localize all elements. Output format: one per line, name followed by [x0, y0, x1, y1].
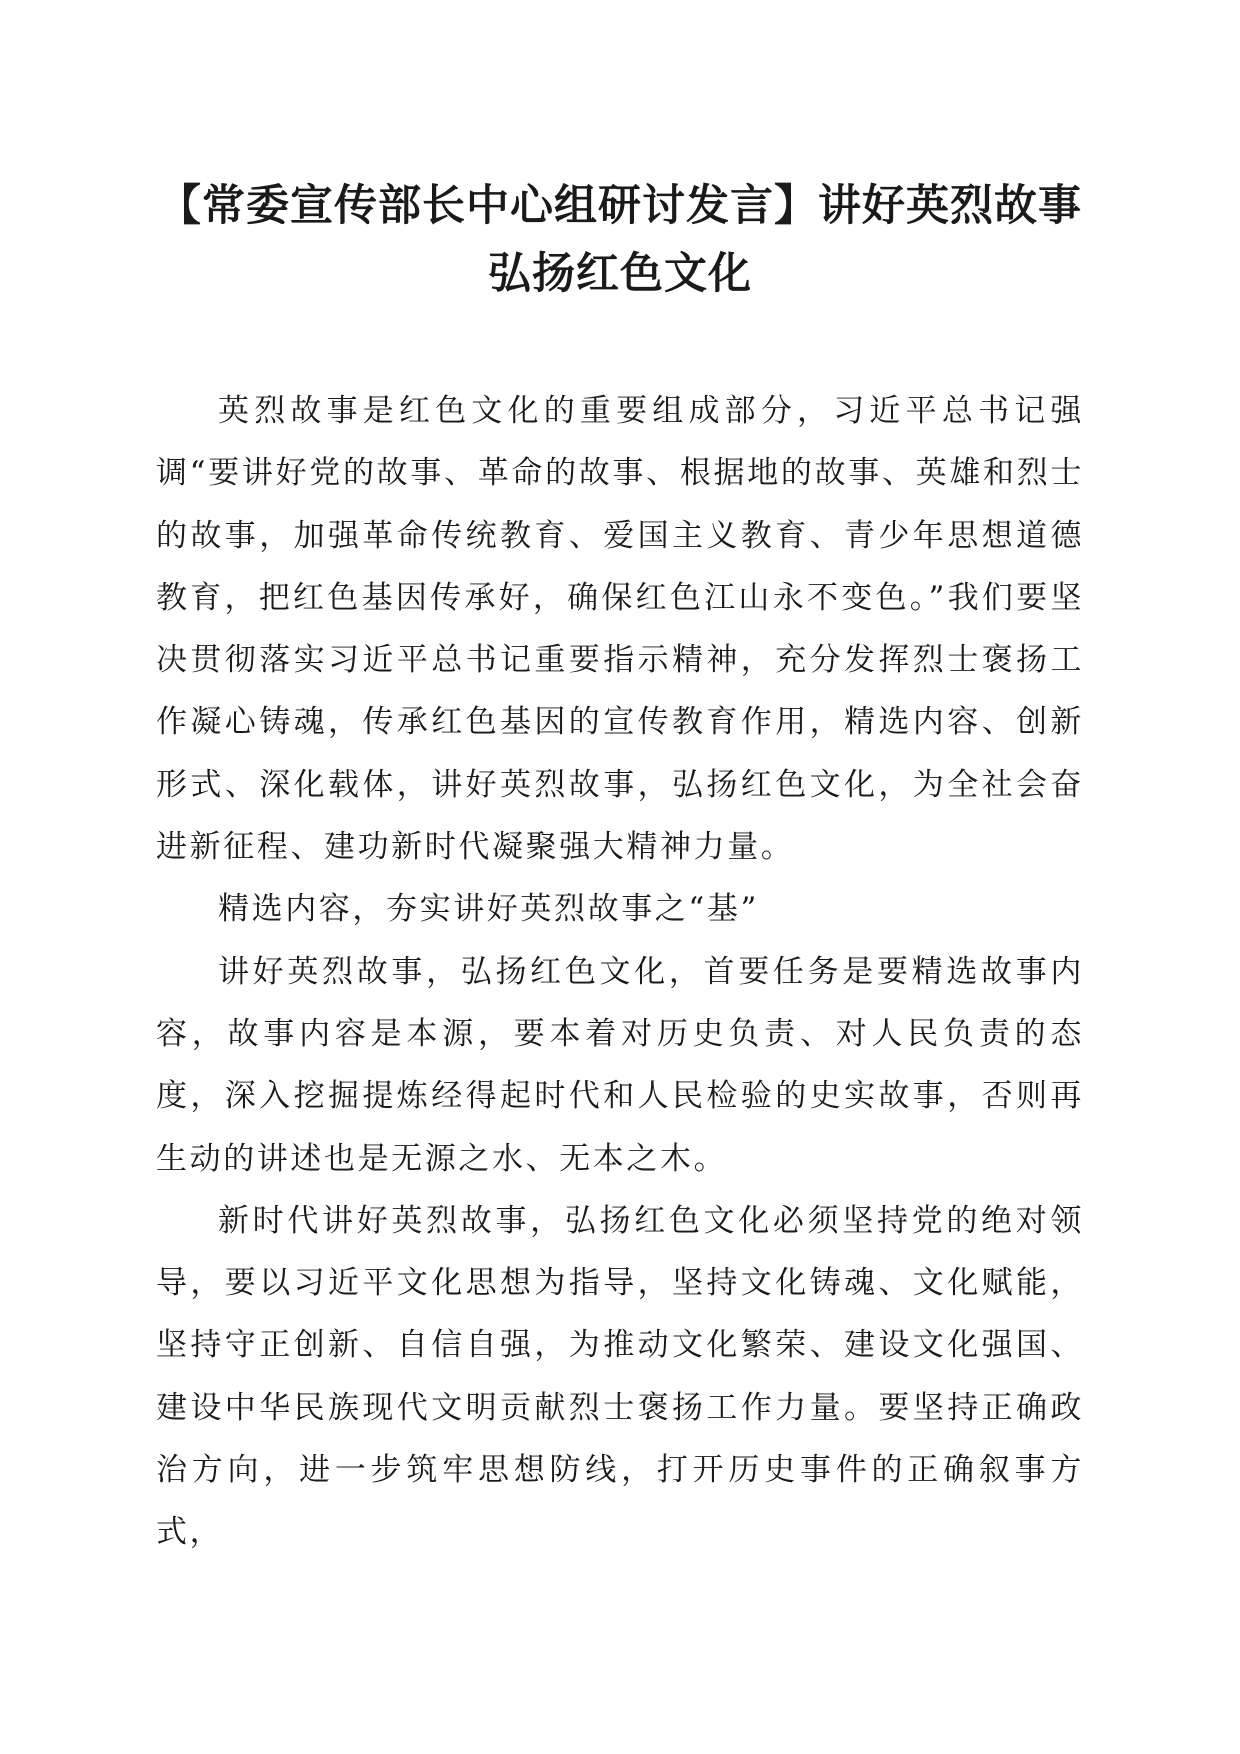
paragraph-intro: 英烈故事是红色文化的重要组成部分，习近平总书记强调“要讲好党的故事、革命的故事、根据地的故事、英雄和烈士的故事，加强革命传统教育、爱国主义教育、青少年思想道德教育，把红色基因传承好，确保红色江山永不变色。”我们要坚决贯彻落实习近平总书记重要指示精神，充分发挥烈士褒扬工作凝心铸魂，传承红色基因的宣传教育作用，精选内容、创新形式、深化载体，讲好英烈故事，弘扬红色文化，为全社会奋进新征程、建功新时代凝聚强大精神力量。: [156, 393, 1084, 866]
paragraph-content-selection: 讲好英烈故事，弘扬红色文化，首要任务是要精选故事内容，故事内容是本源，要本着对历史负责、对人民负责的态度，深入挖掘提炼经得起时代和人民检验的史实故事，否则再生动的讲述也是无源之水、无本之木。: [156, 953, 1084, 1177]
document-body: [156, 380, 1084, 1564]
paragraph-party-leadership: 新时代讲好英烈故事，弘扬红色文化必须坚持党的绝对领导，要以习近平文化思想为指导，坚持文化铸魂、文化赋能，坚持守正创新、自信自强，为推动文化繁荣、建设文化强国、建设中华民族现代文明贡献烈士褒扬工作力量。要坚持正确政治方向，进一步筑牢思想防线，打开历史事件的正确叙事方式，: [156, 1202, 1084, 1551]
document-title: 【常委宣传部长中心组研讨发言】讲好英烈故事弘扬红色文化: [158, 181, 1082, 299]
section-heading: 精选内容，夯实讲好英烈故事之“基”: [218, 891, 759, 928]
